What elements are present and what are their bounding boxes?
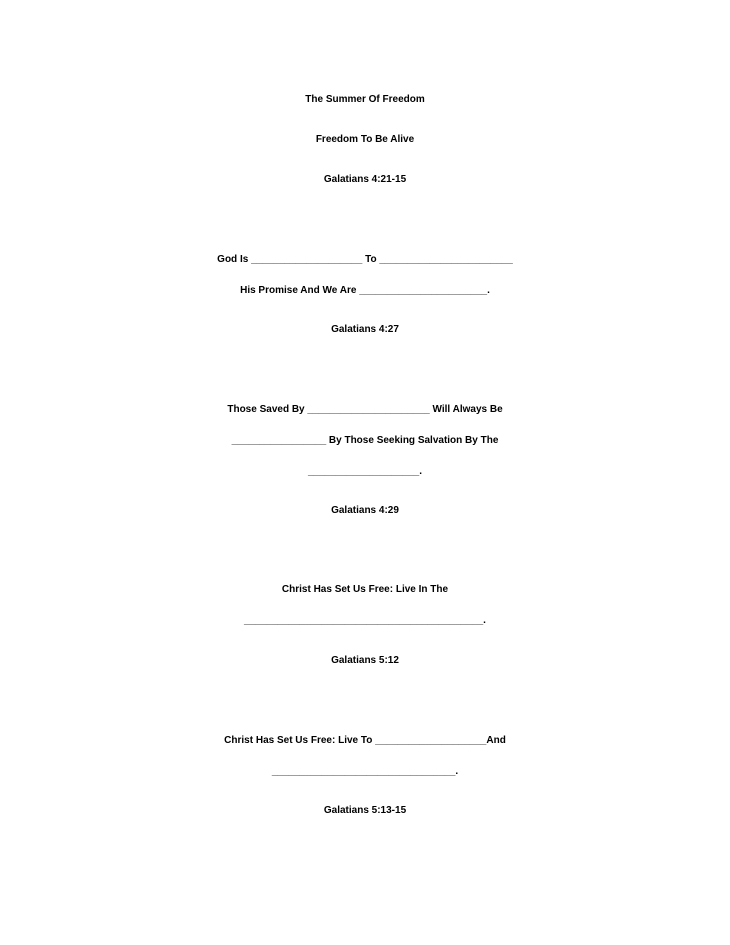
point-1-line-2: His Promise And We Are _______________________.	[240, 285, 490, 296]
point-4-reference: Galatians 5:13-15	[323, 805, 407, 816]
point-2-line-3: ____________________.	[307, 466, 422, 477]
point-1-reference: Galatians 4:27	[331, 324, 399, 335]
series-title: The Summer Of Freedom	[305, 94, 425, 105]
point-3-line-2: ___________________________________________.	[244, 615, 486, 626]
point-4-line-2: _________________________________.	[271, 766, 459, 777]
point-3-line-1: Christ Has Set Us Free: Live In The	[281, 584, 449, 595]
point-2-reference: Galatians 4:29	[331, 505, 399, 516]
point-2-line-1: Those Saved By ______________________ Will Always Be	[227, 404, 503, 415]
sermon-title: Freedom To Be Alive	[315, 134, 415, 145]
point-4-line-1: Christ Has Set Us Free: Live To ____________________And	[224, 735, 506, 746]
point-2-line-2: _________________ By Those Seeking Salvation By The	[231, 435, 499, 446]
sermon-scripture: Galatians 4:21-15	[323, 174, 407, 185]
point-1-line-1: God Is ____________________ To ________________________	[217, 254, 513, 265]
point-3-reference: Galatians 5:12	[331, 655, 399, 666]
